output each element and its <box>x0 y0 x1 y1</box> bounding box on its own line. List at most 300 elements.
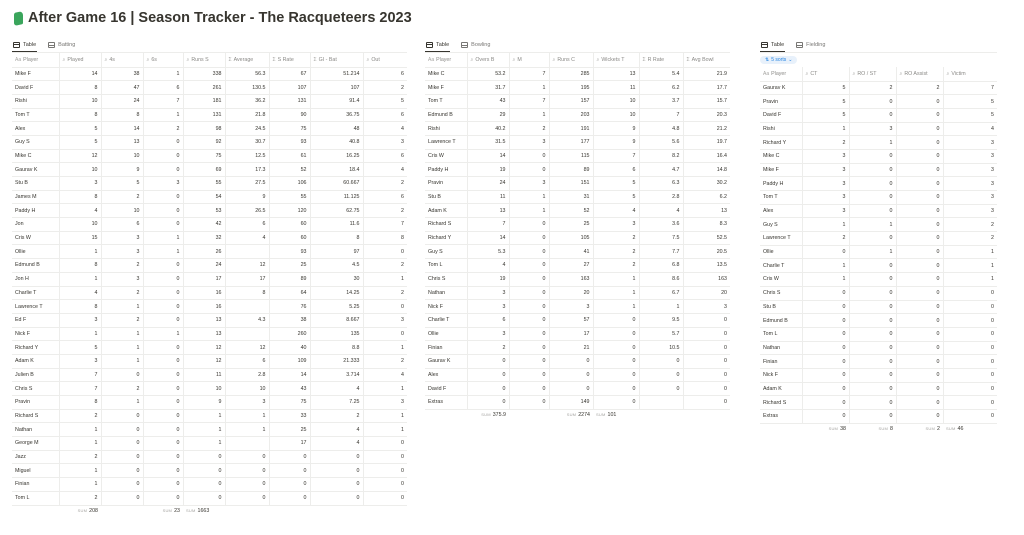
cell-avg-bowl[interactable]: 20 <box>683 286 730 300</box>
cell-r-rate[interactable]: 5.4 <box>639 67 683 81</box>
table-row[interactable] <box>12 478 407 492</box>
table-row[interactable] <box>425 396 730 410</box>
cell-ro-st[interactable]: 0 <box>849 382 896 396</box>
cell-overs-b[interactable]: 24 <box>467 177 509 191</box>
cell-victim[interactable]: 2 <box>943 218 997 232</box>
cell-ro-st[interactable]: 0 <box>849 191 896 205</box>
cell-ro-assist[interactable]: 0 <box>896 108 943 122</box>
cell-wickets-t[interactable]: 5 <box>593 177 639 191</box>
column-header-r-rate[interactable]: Σ R Rate <box>639 53 683 67</box>
table-row[interactable] <box>12 437 407 451</box>
cell-4s[interactable]: 6 <box>101 218 143 232</box>
cell-gi-bat[interactable]: 107 <box>310 81 363 95</box>
cell-out[interactable]: 4 <box>363 368 407 382</box>
table-row[interactable] <box>760 382 997 396</box>
player-name-cell[interactable]: Nick F <box>760 368 802 382</box>
table-row[interactable] <box>12 177 407 191</box>
cell-runs-s[interactable]: 1 <box>183 437 225 451</box>
cell-gi-bat[interactable]: 8.8 <box>310 341 363 355</box>
cell-victim[interactable]: 3 <box>943 149 997 163</box>
cell-played[interactable]: 8 <box>59 81 101 95</box>
cell-played[interactable]: 8 <box>59 300 101 314</box>
table-row[interactable] <box>12 149 407 163</box>
cell-runs-c[interactable]: 151 <box>549 177 593 191</box>
cell-ro-assist[interactable]: 0 <box>896 245 943 259</box>
cell-r-rate[interactable] <box>639 396 683 410</box>
cell-gi-bat[interactable]: 0 <box>310 464 363 478</box>
table-row[interactable] <box>12 272 407 286</box>
cell-runs-c[interactable]: 57 <box>549 313 593 327</box>
cell-ct[interactable]: 1 <box>802 218 849 232</box>
cell-victim[interactable]: 5 <box>943 108 997 122</box>
cell-overs-b[interactable]: 3 <box>467 286 509 300</box>
cell-6s[interactable]: 0 <box>143 286 183 300</box>
table-row[interactable] <box>425 135 730 149</box>
cell-6s[interactable]: 0 <box>143 368 183 382</box>
table-row[interactable] <box>425 204 730 218</box>
cell-4s[interactable]: 1 <box>101 327 143 341</box>
table-row[interactable] <box>760 327 997 341</box>
cell-ro-assist[interactable]: 0 <box>896 149 943 163</box>
cell-played[interactable]: 10 <box>59 163 101 177</box>
cell-ro-assist[interactable]: 0 <box>896 327 943 341</box>
cell-r-rate[interactable]: 8.2 <box>639 149 683 163</box>
player-name-cell[interactable]: Finian <box>425 341 467 355</box>
table-row[interactable] <box>760 259 997 273</box>
cell-ro-st[interactable]: 1 <box>849 245 896 259</box>
cell-ro-assist[interactable]: 0 <box>896 300 943 314</box>
cell-ct[interactable]: 3 <box>802 204 849 218</box>
player-name-cell[interactable]: David F <box>12 81 59 95</box>
cell-average[interactable]: 30.7 <box>225 135 269 149</box>
cell-gi-bat[interactable]: 36.75 <box>310 108 363 122</box>
table-row[interactable] <box>12 190 407 204</box>
cell-ct[interactable]: 0 <box>802 355 849 369</box>
cell-overs-b[interactable]: 13 <box>467 204 509 218</box>
cell-avg-bowl[interactable]: 15.7 <box>683 94 730 108</box>
cell-runs-s[interactable]: 13 <box>183 327 225 341</box>
table-row[interactable] <box>12 204 407 218</box>
cell-s-rate[interactable]: 0 <box>269 450 310 464</box>
cell-ro-assist[interactable]: 0 <box>896 259 943 273</box>
cell-m[interactable]: 0 <box>509 231 549 245</box>
player-name-cell[interactable]: Richard S <box>760 396 802 410</box>
cell-gi-bat[interactable]: 11.125 <box>310 190 363 204</box>
cell-wickets-t[interactable]: 0 <box>593 382 639 396</box>
cell-runs-c[interactable]: 163 <box>549 272 593 286</box>
player-name-cell[interactable]: Guy S <box>425 245 467 259</box>
cell-out[interactable]: 2 <box>363 354 407 368</box>
cell-gi-bat[interactable]: 18.4 <box>310 163 363 177</box>
cell-6s[interactable]: 0 <box>143 478 183 492</box>
cell-gi-bat[interactable]: 0 <box>310 450 363 464</box>
cell-runs-s[interactable]: 26 <box>183 245 225 259</box>
cell-avg-bowl[interactable]: 20.3 <box>683 108 730 122</box>
cell-6s[interactable]: 0 <box>143 313 183 327</box>
cell-runs-c[interactable]: 157 <box>549 94 593 108</box>
cell-out[interactable]: 8 <box>363 231 407 245</box>
table-row[interactable] <box>760 273 997 287</box>
player-name-cell[interactable]: Charlie T <box>425 313 467 327</box>
cell-wickets-t[interactable]: 0 <box>593 368 639 382</box>
table-row[interactable] <box>12 231 407 245</box>
cell-s-rate[interactable]: 93 <box>269 135 310 149</box>
cell-wickets-t[interactable]: 0 <box>593 341 639 355</box>
table-row[interactable] <box>425 368 730 382</box>
cell-gi-bat[interactable]: 3.714 <box>310 368 363 382</box>
cell-r-rate[interactable]: 0 <box>639 354 683 368</box>
table-row[interactable] <box>12 67 407 81</box>
cell-runs-c[interactable]: 27 <box>549 259 593 273</box>
cell-s-rate[interactable]: 60 <box>269 231 310 245</box>
cell-runs-s[interactable]: 131 <box>183 108 225 122</box>
cell-overs-b[interactable]: 31.5 <box>467 135 509 149</box>
cell-runs-s[interactable]: 24 <box>183 259 225 273</box>
table-row[interactable] <box>12 286 407 300</box>
cell-ct[interactable]: 2 <box>802 232 849 246</box>
column-header-player[interactable]: Aa Player <box>12 53 59 67</box>
cell-4s[interactable]: 1 <box>101 354 143 368</box>
column-header-player[interactable]: Aa Player <box>760 67 802 81</box>
table-row[interactable] <box>12 450 407 464</box>
cell-out[interactable]: 0 <box>363 464 407 478</box>
cell-avg-bowl[interactable]: 21.9 <box>683 67 730 81</box>
cell-6s[interactable]: 1 <box>143 108 183 122</box>
player-name-cell[interactable]: Mike F <box>425 81 467 95</box>
player-name-cell[interactable]: Jazz <box>12 450 59 464</box>
player-name-cell[interactable]: Chris S <box>760 286 802 300</box>
cell-wickets-t[interactable]: 10 <box>593 94 639 108</box>
cell-runs-s[interactable]: 42 <box>183 218 225 232</box>
cell-ro-assist[interactable]: 0 <box>896 341 943 355</box>
cell-runs-s[interactable]: 75 <box>183 149 225 163</box>
cell-ro-assist[interactable]: 0 <box>896 273 943 287</box>
cell-average[interactable]: 6 <box>225 218 269 232</box>
cell-gi-bat[interactable]: 60.667 <box>310 177 363 191</box>
cell-6s[interactable]: 0 <box>143 491 183 505</box>
cell-avg-bowl[interactable]: 20.5 <box>683 245 730 259</box>
cell-gi-bat[interactable]: 11.6 <box>310 218 363 232</box>
cell-victim[interactable]: 0 <box>943 396 997 410</box>
cell-ro-assist[interactable]: 0 <box>896 122 943 136</box>
batting-tab-batting[interactable]: Batting <box>47 38 76 52</box>
cell-ro-st[interactable]: 0 <box>849 259 896 273</box>
cell-6s[interactable]: 1 <box>143 327 183 341</box>
cell-m[interactable]: 0 <box>509 149 549 163</box>
cell-4s[interactable]: 24 <box>101 94 143 108</box>
cell-ro-st[interactable]: 0 <box>849 273 896 287</box>
cell-runs-c[interactable]: 195 <box>549 81 593 95</box>
cell-m[interactable]: 7 <box>509 67 549 81</box>
player-name-cell[interactable]: Chris S <box>425 272 467 286</box>
cell-4s[interactable]: 47 <box>101 81 143 95</box>
cell-played[interactable]: 10 <box>59 94 101 108</box>
cell-average[interactable]: 1 <box>225 423 269 437</box>
cell-gi-bat[interactable]: 21.333 <box>310 354 363 368</box>
cell-victim[interactable]: 3 <box>943 177 997 191</box>
cell-avg-bowl[interactable]: 163 <box>683 272 730 286</box>
cell-overs-b[interactable]: 29 <box>467 108 509 122</box>
cell-s-rate[interactable]: 75 <box>269 122 310 136</box>
cell-avg-bowl[interactable]: 0 <box>683 382 730 396</box>
cell-ro-st[interactable]: 0 <box>849 300 896 314</box>
cell-runs-c[interactable]: 41 <box>549 245 593 259</box>
cell-overs-b[interactable]: 31.7 <box>467 81 509 95</box>
cell-ro-assist[interactable]: 0 <box>896 286 943 300</box>
cell-average[interactable]: 2.8 <box>225 368 269 382</box>
cell-ct[interactable]: 0 <box>802 396 849 410</box>
cell-r-rate[interactable]: 5.7 <box>639 327 683 341</box>
player-name-cell[interactable]: Alex <box>760 204 802 218</box>
cell-runs-c[interactable]: 52 <box>549 204 593 218</box>
cell-out[interactable]: 4 <box>363 163 407 177</box>
cell-played[interactable]: 8 <box>59 190 101 204</box>
table-row[interactable] <box>12 81 407 95</box>
bowling-tab-table[interactable]: Table <box>425 38 450 52</box>
cell-s-rate[interactable]: 106 <box>269 177 310 191</box>
cell-r-rate[interactable]: 6.8 <box>639 259 683 273</box>
cell-runs-c[interactable]: 0 <box>549 382 593 396</box>
cell-s-rate[interactable]: 93 <box>269 245 310 259</box>
table-row[interactable] <box>425 300 730 314</box>
column-header-ct[interactable]: ⌕ CT <box>802 67 849 81</box>
cell-runs-s[interactable]: 181 <box>183 94 225 108</box>
cell-played[interactable]: 8 <box>59 259 101 273</box>
cell-runs-s[interactable]: 0 <box>183 450 225 464</box>
player-name-cell[interactable]: Tom T <box>12 108 59 122</box>
table-row[interactable] <box>425 108 730 122</box>
cell-gi-bat[interactable]: 14.25 <box>310 286 363 300</box>
cell-ro-st[interactable]: 0 <box>849 314 896 328</box>
cell-6s[interactable]: 0 <box>143 396 183 410</box>
cell-ro-st[interactable]: 1 <box>849 136 896 150</box>
cell-runs-c[interactable]: 203 <box>549 108 593 122</box>
player-name-cell[interactable]: Paddy H <box>12 204 59 218</box>
cell-s-rate[interactable]: 90 <box>269 108 310 122</box>
table-row[interactable] <box>12 368 407 382</box>
cell-ro-st[interactable]: 0 <box>849 327 896 341</box>
cell-r-rate[interactable]: 0 <box>639 382 683 396</box>
player-name-cell[interactable]: Extras <box>760 410 802 424</box>
cell-victim[interactable]: 3 <box>943 136 997 150</box>
cell-r-rate[interactable]: 0 <box>639 368 683 382</box>
cell-out[interactable]: 2 <box>363 81 407 95</box>
cell-6s[interactable]: 0 <box>143 437 183 451</box>
cell-ct[interactable]: 0 <box>802 327 849 341</box>
cell-6s[interactable]: 0 <box>143 259 183 273</box>
cell-avg-bowl[interactable]: 21.2 <box>683 122 730 136</box>
player-name-cell[interactable]: Richard Y <box>760 136 802 150</box>
cell-played[interactable]: 2 <box>59 491 101 505</box>
cell-6s[interactable]: 6 <box>143 81 183 95</box>
cell-out[interactable]: 0 <box>363 478 407 492</box>
table-row[interactable] <box>425 341 730 355</box>
player-name-cell[interactable]: Edmund B <box>425 108 467 122</box>
cell-played[interactable]: 4 <box>59 286 101 300</box>
cell-victim[interactable]: 0 <box>943 355 997 369</box>
cell-overs-b[interactable]: 14 <box>467 231 509 245</box>
cell-gi-bat[interactable]: 16.25 <box>310 149 363 163</box>
cell-s-rate[interactable]: 107 <box>269 81 310 95</box>
table-row[interactable] <box>760 218 997 232</box>
cell-s-rate[interactable]: 76 <box>269 300 310 314</box>
cell-average[interactable]: 4.3 <box>225 313 269 327</box>
cell-r-rate[interactable]: 4.8 <box>639 122 683 136</box>
column-header-gi-bat[interactable]: Σ GI - Bat <box>310 53 363 67</box>
table-row[interactable] <box>12 313 407 327</box>
cell-played[interactable]: 1 <box>59 423 101 437</box>
cell-played[interactable]: 5 <box>59 122 101 136</box>
cell-played[interactable]: 7 <box>59 368 101 382</box>
cell-wickets-t[interactable]: 1 <box>593 286 639 300</box>
cell-overs-b[interactable]: 11 <box>467 190 509 204</box>
cell-victim[interactable]: 0 <box>943 410 997 424</box>
cell-out[interactable]: 4 <box>363 122 407 136</box>
player-name-cell[interactable]: Alex <box>12 122 59 136</box>
cell-overs-b[interactable]: 19 <box>467 163 509 177</box>
cell-runs-s[interactable]: 32 <box>183 231 225 245</box>
table-row[interactable] <box>12 259 407 273</box>
cell-avg-bowl[interactable]: 8.3 <box>683 218 730 232</box>
cell-4s[interactable]: 3 <box>101 272 143 286</box>
cell-played[interactable]: 1 <box>59 245 101 259</box>
cell-6s[interactable]: 1 <box>143 231 183 245</box>
player-name-cell[interactable]: Lawrence T <box>425 135 467 149</box>
cell-victim[interactable]: 0 <box>943 382 997 396</box>
table-row[interactable] <box>12 491 407 505</box>
player-name-cell[interactable]: Charlie T <box>12 286 59 300</box>
cell-victim[interactable]: 0 <box>943 314 997 328</box>
cell-6s[interactable]: 1 <box>143 245 183 259</box>
cell-out[interactable]: 2 <box>363 177 407 191</box>
cell-ro-assist[interactable]: 2 <box>896 81 943 95</box>
player-name-cell[interactable]: Tom L <box>12 491 59 505</box>
cell-r-rate[interactable]: 3.6 <box>639 218 683 232</box>
cell-s-rate[interactable]: 0 <box>269 478 310 492</box>
cell-r-rate[interactable]: 7.7 <box>639 245 683 259</box>
cell-average[interactable]: 9 <box>225 190 269 204</box>
cell-runs-c[interactable]: 177 <box>549 135 593 149</box>
player-name-cell[interactable]: Mike F <box>12 67 59 81</box>
cell-runs-s[interactable]: 11 <box>183 368 225 382</box>
cell-m[interactable]: 0 <box>509 218 549 232</box>
table-row[interactable] <box>425 218 730 232</box>
player-name-cell[interactable]: Nathan <box>425 286 467 300</box>
player-name-cell[interactable]: Pravin <box>12 396 59 410</box>
cell-out[interactable]: 1 <box>363 423 407 437</box>
cell-ct[interactable]: 0 <box>802 300 849 314</box>
cell-played[interactable]: 4 <box>59 204 101 218</box>
cell-victim[interactable]: 7 <box>943 81 997 95</box>
cell-avg-bowl[interactable]: 0 <box>683 313 730 327</box>
cell-4s[interactable]: 0 <box>101 409 143 423</box>
player-name-cell[interactable]: Edmund B <box>760 314 802 328</box>
table-row[interactable] <box>12 327 407 341</box>
table-row[interactable] <box>425 286 730 300</box>
cell-4s[interactable]: 0 <box>101 437 143 451</box>
player-name-cell[interactable]: Finian <box>12 478 59 492</box>
cell-overs-b[interactable]: 40.2 <box>467 122 509 136</box>
player-name-cell[interactable]: David F <box>760 108 802 122</box>
cell-wickets-t[interactable]: 5 <box>593 190 639 204</box>
cell-runs-s[interactable]: 16 <box>183 286 225 300</box>
cell-m[interactable]: 1 <box>509 81 549 95</box>
cell-average[interactable]: 1 <box>225 409 269 423</box>
cell-average[interactable]: 0 <box>225 478 269 492</box>
player-name-cell[interactable]: Tom T <box>760 191 802 205</box>
cell-runs-s[interactable]: 55 <box>183 177 225 191</box>
cell-average[interactable]: 10 <box>225 382 269 396</box>
cell-wickets-t[interactable]: 2 <box>593 245 639 259</box>
cell-gi-bat[interactable]: 0 <box>310 478 363 492</box>
cell-4s[interactable]: 13 <box>101 135 143 149</box>
cell-s-rate[interactable]: 0 <box>269 491 310 505</box>
cell-victim[interactable]: 0 <box>943 300 997 314</box>
player-name-cell[interactable]: Richard S <box>425 218 467 232</box>
table-row[interactable] <box>425 122 730 136</box>
cell-played[interactable]: 1 <box>59 437 101 451</box>
cell-ro-assist[interactable]: 0 <box>896 177 943 191</box>
cell-4s[interactable]: 38 <box>101 67 143 81</box>
bowling-tab-bowling[interactable]: Bowling <box>460 38 491 52</box>
player-name-cell[interactable]: Chris S <box>12 382 59 396</box>
cell-wickets-t[interactable]: 1 <box>593 272 639 286</box>
cell-runs-c[interactable]: 0 <box>549 354 593 368</box>
cell-ro-st[interactable]: 0 <box>849 355 896 369</box>
table-row[interactable] <box>760 300 997 314</box>
cell-average[interactable]: 4 <box>225 231 269 245</box>
cell-average[interactable]: 0 <box>225 450 269 464</box>
cell-ro-assist[interactable]: 0 <box>896 163 943 177</box>
column-header-s-rate[interactable]: Σ S Rate <box>269 53 310 67</box>
cell-avg-bowl[interactable]: 52.5 <box>683 231 730 245</box>
cell-s-rate[interactable]: 43 <box>269 382 310 396</box>
cell-runs-c[interactable]: 31 <box>549 190 593 204</box>
cell-ct[interactable]: 3 <box>802 191 849 205</box>
cell-out[interactable]: 6 <box>363 149 407 163</box>
table-row[interactable] <box>760 122 997 136</box>
column-header-overs-b[interactable]: ⌕ Overs B <box>467 53 509 67</box>
cell-m[interactable]: 1 <box>509 204 549 218</box>
cell-4s[interactable]: 2 <box>101 382 143 396</box>
cell-runs-s[interactable]: 16 <box>183 300 225 314</box>
cell-average[interactable]: 12 <box>225 259 269 273</box>
cell-average[interactable]: 24.5 <box>225 122 269 136</box>
table-row[interactable] <box>12 341 407 355</box>
cell-ro-st[interactable]: 0 <box>849 108 896 122</box>
column-header-wickets-t[interactable]: ⌕ Wickets T <box>593 53 639 67</box>
cell-6s[interactable]: 0 <box>143 464 183 478</box>
cell-out[interactable]: 6 <box>363 190 407 204</box>
player-name-cell[interactable]: Rishi <box>12 94 59 108</box>
cell-s-rate[interactable]: 25 <box>269 259 310 273</box>
cell-4s[interactable]: 3 <box>101 231 143 245</box>
cell-s-rate[interactable]: 38 <box>269 313 310 327</box>
player-name-cell[interactable]: Cris W <box>760 273 802 287</box>
table-row[interactable] <box>760 232 997 246</box>
cell-6s[interactable]: 0 <box>143 382 183 396</box>
cell-ct[interactable]: 0 <box>802 410 849 424</box>
cell-avg-bowl[interactable]: 17.7 <box>683 81 730 95</box>
cell-ro-st[interactable]: 0 <box>849 410 896 424</box>
player-name-cell[interactable]: Nick F <box>12 327 59 341</box>
cell-victim[interactable]: 1 <box>943 245 997 259</box>
column-header-victim[interactable]: ⌕ Victim <box>943 67 997 81</box>
table-row[interactable] <box>12 423 407 437</box>
cell-ro-st[interactable]: 0 <box>849 341 896 355</box>
player-name-cell[interactable]: Adam K <box>760 382 802 396</box>
cell-average[interactable]: 0 <box>225 464 269 478</box>
